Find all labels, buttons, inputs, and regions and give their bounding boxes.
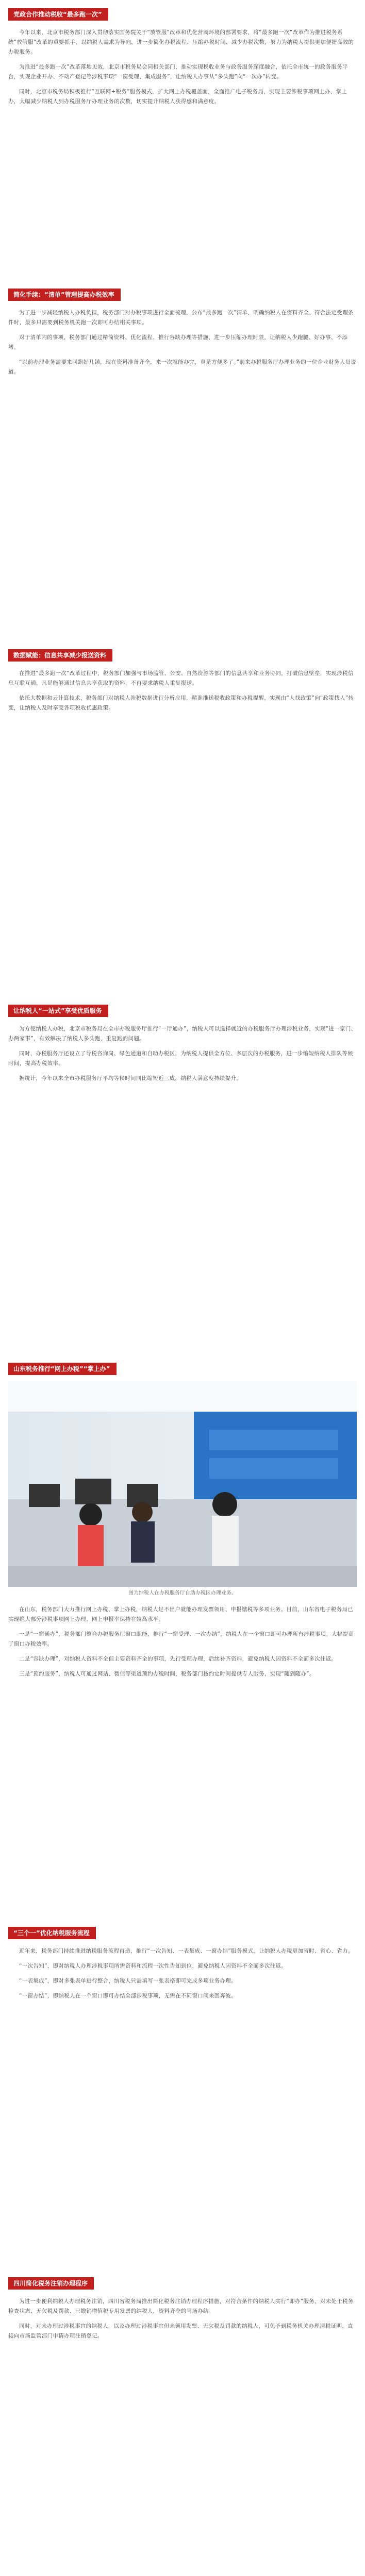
paragraph: 今年以来，北京市税务部门深入贯彻落实国务院关于“放管服”改革和优化营商环境的部署要求，将“最多跑一次”改革作为推进税务系统“放管服”改革的重要抓手，以纳税人需求为导向，进一步简化办税流程、压缩办税时间、减少办税次数，努力为纳税人提供更加便捷高效的办税服务。 — [8, 29, 354, 55]
paragraph: 为进一步便利纳税人办理税务注销，四川省税务局推出简化税务注销办理程序措施，对符合条件的纳税人实行“即办”服务，对未处于税务检查状态、无欠税及罚款、已缴销增值税专用发票的纳税人，资料齐全的当场办结。 — [8, 2298, 354, 2314]
paragraph: 近年来，税务部门持续推进纳税服务流程再造，推行“一次告知、一表集成、一窗办结”服务模式，让纳税人办税更加省时、省心、省力。 — [19, 1948, 354, 1954]
section-5 — [0, 1363, 365, 1375]
paragraph: 为方便纳税人办税，北京市税务局在全市办税服务厅推行“一厅通办”，纳税人可以选择就近的办税服务厅办理涉税业务，实现“进一家门、办两家事”，有效解决了纳税人多头跑、重复跑的问题。 — [8, 1026, 357, 1042]
paragraph: 对于清单内的事项，税务部门通过精简资料、优化流程、推行容缺办理等措施，进一步压缩办理时限，让纳税人少跑腿、好办事、不添堵。 — [8, 334, 348, 350]
section-7 — [0, 1927, 365, 2006]
section-heading: “三个一”优化纳税服务流程 — [8, 1927, 96, 1939]
paragraph: “一表集成”，即对多张表单进行整合，纳税人只需填写一张表格即可完成多项业务办理。 — [19, 1978, 237, 1984]
section-8 — [0, 2277, 365, 2346]
paragraph: “一次告知”，即对纳税人办理涉税事项所需资料和流程一次性告知到位，避免纳税人因资料不全而多次往返。 — [19, 1963, 287, 1969]
paragraph: 在推进“最多跑一次”改革过程中，税务部门加强与市场监管、公安、自然资源等部门的信息共享和业务协同，打破信息壁垒，实现涉税信息互联互通，凡是能够通过信息共享获取的资料，不再要求纳税人重复报送。 — [8, 670, 354, 686]
section-6 — [0, 1605, 365, 1684]
paragraph: 同时，北京市税务局积极推行“互联网+税务”服务模式，扩大网上办税覆盖面，全面推广电子税务局，实现主要涉税事项网上办、掌上办，大幅减少纳税人到办税服务厅办理业务的次数，切实提升纳税人获得感和满意度。 — [8, 89, 347, 105]
section-heading: 山东税务推行“网上办税”“掌上办” — [8, 1363, 117, 1375]
section-heading: 简化手续：“清单”管理提高办税效率 — [8, 289, 121, 301]
section-1 — [0, 8, 365, 112]
section-heading: 党政合作推动税收“最多跑一次” — [8, 8, 108, 21]
paragraph: “以前办理业务需要来回跑好几趟，现在资料准备齐全，来一次就能办完，真是方便多了。”前来办税服务厅办理业务的一位企业财务人员说道。 — [8, 359, 357, 375]
paragraph: 在山东，税务部门大力推行网上办税、掌上办税，纳税人足不出户就能办理发票领用、申报缴税等多项业务。目前，山东省电子税务局已实现绝大部分涉税事项网上办理，网上申报率保持在较高水平。 — [8, 1606, 353, 1622]
paragraph: 三是“预约服务”，纳税人可通过网站、微信等渠道预约办税时间，税务部门按约定时间提供专人服务，实现“随到随办”。 — [19, 1671, 315, 1677]
paragraph: 依托大数据和云计算技术，税务部门对纳税人涉税数据进行分析应用，精准推送税收政策和办税提醒，实现由“人找政策”向“政策找人”转变，让纳税人及时享受各项税收优惠政策。 — [8, 695, 354, 711]
section-heading: 让纳税人“一站式”享受优质服务 — [8, 1005, 108, 1017]
section-heading: 四川简化税务注销办理程序 — [8, 2277, 94, 2290]
section-4 — [0, 1005, 365, 1089]
paragraph: 为了进一步减轻纳税人办税负担，税务部门对办税事项进行全面梳理，公布“最多跑一次”清单，明确纳税人在资料齐全、符合法定受理条件时，最多只需要到税务机关跑一次即可办结相关事项。 — [8, 310, 354, 326]
paragraph: 据统计，今年以来全市办税服务厅平均等候时间同比缩短近三成，纳税人满意度持续提升。 — [19, 1075, 242, 1081]
section-3 — [0, 649, 365, 718]
photo-tax-hall — [8, 1381, 357, 1587]
paragraph: 一是“一窗通办”，税务部门整合办税服务厅窗口职能，推行“一窗受理、一次办结”，纳税人在一个窗口即可办理所有涉税事项，大幅提高了窗口办税效率。 — [8, 1631, 354, 1647]
paragraph: 为推进“最多跑一次”改革落地见效，北京市税务局会同相关部门，推动实现税收业务与政务服务深度融合，依托全市统一的政务服务平台，实现企业开办、不动产登记等涉税事项“一窗受理、集成服务”，让纳税人办事从“多头跑”向“一次办”转变。 — [8, 64, 348, 80]
photo-caption: 图为纳税人在办税服务厅自助办税区办理业务。 — [128, 1590, 237, 1596]
paragraph: 同时，办税服务厅还设立了导税咨询岗、绿色通道和自助办税区，为纳税人提供全方位、多层次的办税服务，进一步缩短纳税人排队等候时间，提高办税效率。 — [8, 1050, 353, 1066]
paragraph: 二是“容缺办理”，对纳税人资料不全但主要资料齐全的事项，先行受理办理，后续补齐资料，避免纳税人因资料不全而多次往返。 — [19, 1656, 337, 1662]
photo-tax-hall-image — [8, 1381, 357, 1587]
section-heading: 数据赋能：信息共享减少报送资料 — [8, 649, 112, 662]
section-2 — [0, 289, 365, 382]
paragraph: 同时，对未办理过涉税事宜的纳税人，以及办理过涉税事宜但未领用发票、无欠税及罚款的纳税人，可免予到税务机关办理清税证明，直接向市场监管部门申请办理注销登记。 — [8, 2323, 353, 2339]
paragraph: “一窗办结”，即纳税人在一个窗口即可办结全部涉税事项，无需在不同窗口间来回奔波。 — [19, 1993, 237, 1999]
